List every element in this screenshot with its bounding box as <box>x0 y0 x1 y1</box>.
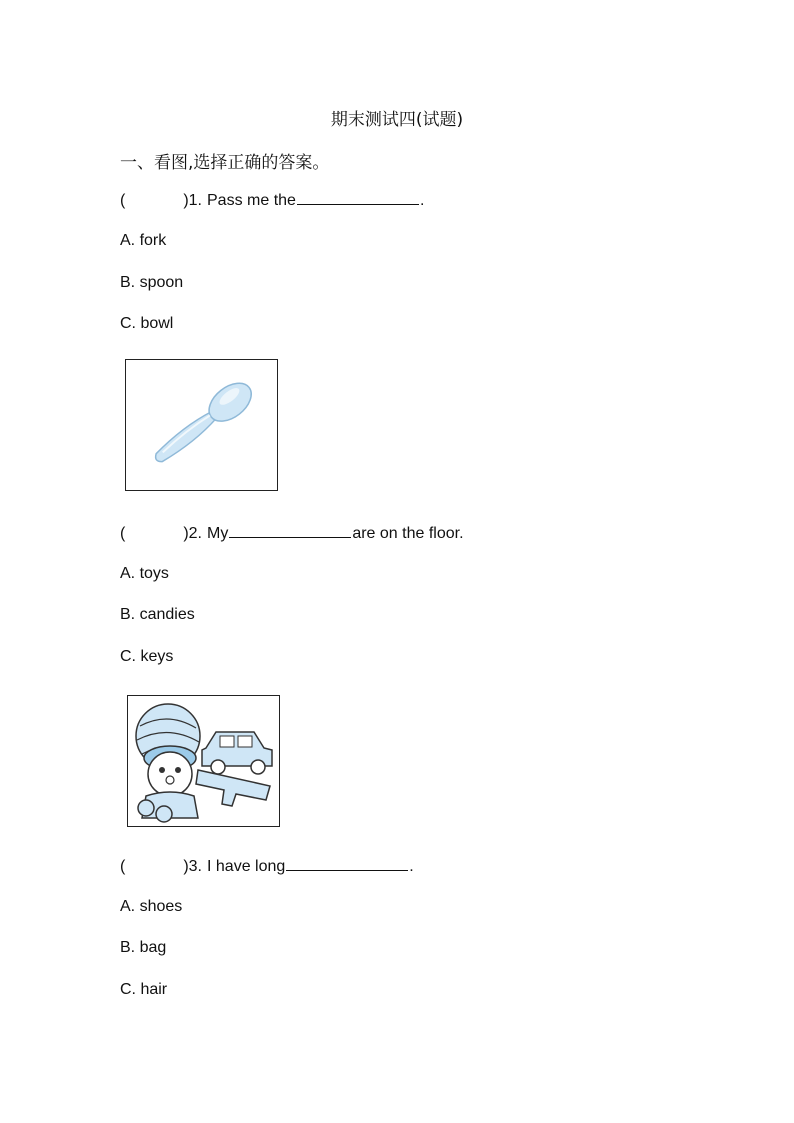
option-c[interactable]: C. keys <box>120 648 174 665</box>
question-1 <box>120 190 424 210</box>
option-a[interactable]: A. toys <box>120 565 169 582</box>
option-b[interactable]: B. candies <box>120 606 195 623</box>
fill-blank[interactable] <box>297 190 419 205</box>
option-c[interactable]: C. bowl <box>120 315 174 332</box>
question-text: My <box>207 525 229 542</box>
question-text: Pass me the <box>207 192 296 209</box>
question-text: I have long <box>207 858 286 875</box>
option-b[interactable]: B. spoon <box>120 274 184 291</box>
section-heading: 一、看图,选择正确的答案。 <box>120 153 330 173</box>
question-3 <box>120 856 414 876</box>
question-text-end: . <box>419 192 425 209</box>
question-number: )3. <box>183 858 202 875</box>
option-a[interactable]: A. fork <box>120 232 167 249</box>
question-text-end: are on the floor. <box>352 525 464 542</box>
option-c[interactable]: C. hair <box>120 981 168 998</box>
option-a[interactable]: A. shoes <box>120 898 183 915</box>
spoon-icon <box>126 360 277 490</box>
toys-icon <box>128 696 279 826</box>
answer-paren-open: ( <box>120 525 126 542</box>
page-title: 期末测试四(试题) <box>330 110 464 130</box>
question-number: )2. <box>183 525 202 542</box>
question-number: )1. <box>183 192 202 209</box>
question-2-picture <box>127 695 280 827</box>
question-text-end: . <box>409 858 414 875</box>
answer-paren-open: ( <box>120 858 126 875</box>
question-1-picture <box>125 359 278 491</box>
fill-blank[interactable] <box>229 523 351 538</box>
answer-paren-open: ( <box>120 192 126 209</box>
option-b[interactable]: B. bag <box>120 939 167 956</box>
question-2 <box>120 523 464 543</box>
fill-blank[interactable] <box>286 856 408 871</box>
